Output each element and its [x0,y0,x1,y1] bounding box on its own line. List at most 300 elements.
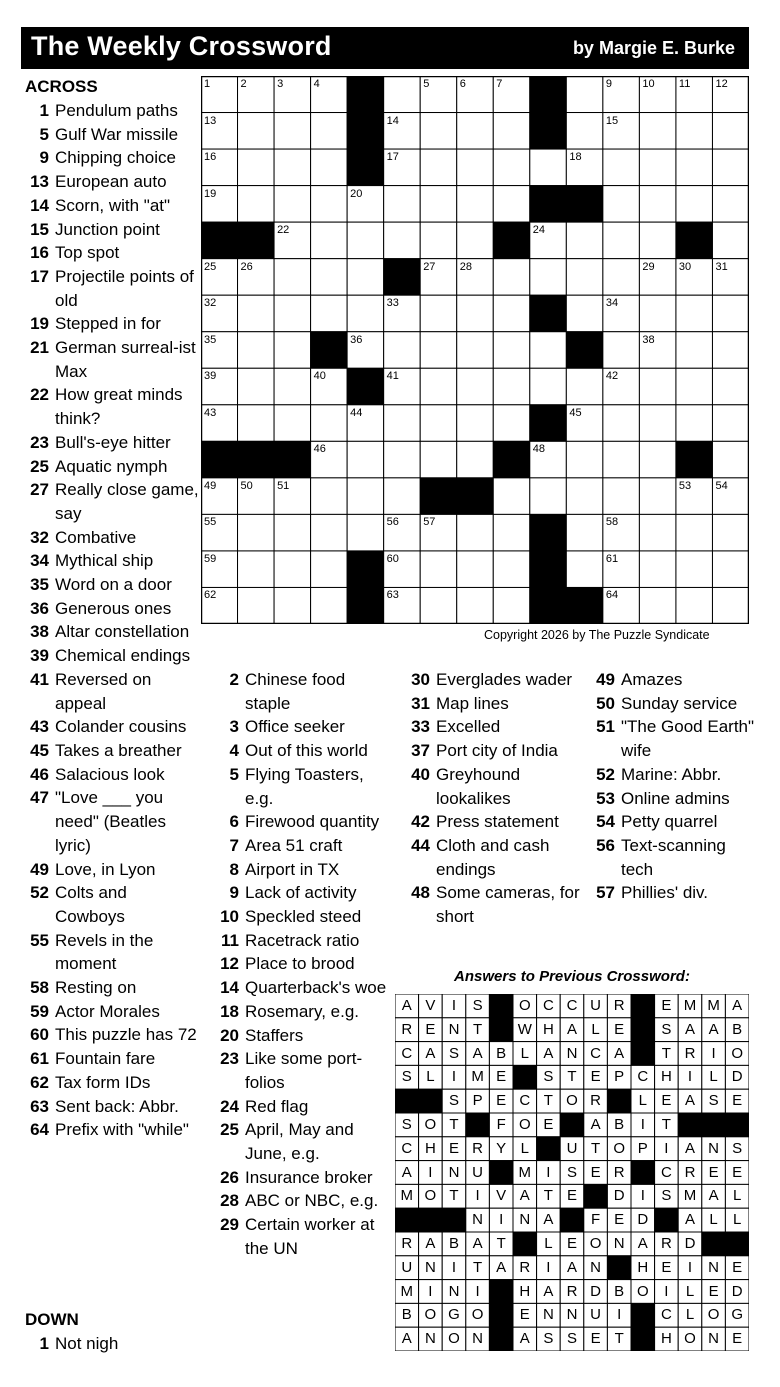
answer-letter: B [448,1235,459,1252]
across-clue-13 [21,170,199,194]
grid-cell[interactable] [420,149,457,186]
grid-cell[interactable] [712,587,749,624]
crossword-grid[interactable] [201,76,749,624]
grid-cell[interactable] [493,551,530,588]
grid-cell[interactable] [676,551,713,588]
grid-cell[interactable] [493,332,530,369]
clue-number: 41 [30,669,49,689]
answer-black-square [725,1113,749,1137]
black-square [238,222,275,259]
answer-black-square [537,1137,561,1161]
grid-cell[interactable] [566,113,603,150]
grid-number: 4 [313,78,320,90]
grid-cell[interactable] [457,222,494,259]
grid-cell[interactable] [420,405,457,442]
answer-letter: I [428,1163,433,1181]
grid-cell[interactable] [420,222,457,259]
down-clue-40 [402,763,582,810]
grid-cell[interactable] [639,295,676,332]
grid-cell[interactable] [566,368,603,405]
black-square [347,76,384,113]
clue-number: 49 [30,859,49,879]
grid-cell[interactable] [311,259,348,296]
clue-number: 46 [30,764,49,784]
grid-cell[interactable] [530,149,567,186]
grid-cell[interactable] [712,295,749,332]
answer-letter: M [400,1187,414,1205]
grid-cell[interactable] [566,514,603,551]
grid-cell[interactable] [493,113,530,150]
answer-letter: C [660,1306,672,1324]
grid-cell[interactable] [639,113,676,150]
grid-cell[interactable] [566,295,603,332]
grid-cell[interactable] [274,514,311,551]
grid-cell[interactable] [457,587,494,624]
clue-text: Lack of activity [245,883,357,903]
answer-letter: E [732,1092,743,1110]
grid-number: 28 [459,260,472,273]
grid-number: 36 [350,333,363,346]
answer-letter: E [590,1068,601,1086]
clue-text: Map lines [436,693,509,713]
grid-cell[interactable] [420,587,457,624]
grid-cell[interactable] [639,587,676,624]
grid-number: 50 [240,479,253,492]
answer-letter: C [401,1044,413,1062]
clue-number: 58 [30,978,49,998]
grid-cell[interactable] [311,587,348,624]
grid-cell[interactable] [676,149,713,186]
grid-cell[interactable] [493,405,530,442]
answer-letter: E [732,1330,743,1348]
clue-text: How great minds think? [55,385,183,429]
black-square [347,587,384,624]
answer-letter: E [614,1211,625,1229]
down-clue-8 [211,858,391,882]
grid-cell[interactable] [420,441,457,478]
answer-letter: T [473,1258,483,1276]
across-clue-41 [21,668,199,715]
clue-text: ABC or NBC, e.g. [245,1191,379,1211]
grid-number: 59 [204,552,217,565]
grid-cell[interactable] [311,405,348,442]
grid-cell[interactable] [676,405,713,442]
grid-cell[interactable] [384,222,421,259]
answer-letter: D [590,1282,602,1300]
black-square [384,259,421,296]
answer-letter: O [424,1187,437,1205]
across-clue-19 [21,312,199,336]
answer-letter: U [472,1163,484,1181]
grid-cell[interactable] [493,514,530,551]
grid-cell[interactable] [493,149,530,186]
answer-letter: M [683,1187,697,1205]
grid-cell[interactable] [347,441,384,478]
grid-number: 41 [386,370,399,383]
answer-letter: N [708,1139,720,1157]
grid-cell[interactable] [347,222,384,259]
across-clue-35 [21,573,199,597]
answer-letter: E [661,997,672,1014]
grid-cell[interactable] [274,149,311,186]
down-clue-23 [211,1047,391,1094]
grid-cell[interactable] [347,259,384,296]
answer-black-square [678,1113,702,1137]
grid-cell[interactable] [420,551,457,588]
grid-cell[interactable] [712,514,749,551]
answer-letter: R [613,997,625,1014]
answer-letter: L [520,1139,529,1157]
answer-black-square [513,1232,537,1256]
grid-cell[interactable] [238,186,275,223]
grid-cell[interactable] [311,295,348,332]
answer-letter: U [566,1139,578,1157]
clue-text: Some cameras, for short [436,883,580,927]
clue-text: Speckled steed [245,907,362,927]
black-square [530,113,567,150]
clue-number: 1 [39,1334,49,1353]
clue-text: Firewood quantity [245,812,380,832]
grid-cell[interactable] [712,149,749,186]
grid-cell[interactable] [274,295,311,332]
grid-cell[interactable] [676,368,713,405]
grid-cell[interactable] [603,259,640,296]
down-heading: DOWN [25,1310,79,1329]
answer-letter: T [614,1330,624,1348]
clue-number: 7 [229,835,239,855]
grid-cell[interactable] [676,587,713,624]
clue-text: Flying Toasters, e.g. [245,764,364,808]
grid-cell[interactable] [238,332,275,369]
grid-cell[interactable] [493,295,530,332]
clue-number: 33 [411,717,430,737]
grid-cell[interactable] [712,186,749,223]
grid-cell[interactable] [238,295,275,332]
clue-text: Chipping choice [55,148,176,168]
grid-number: 35 [204,333,217,346]
grid-cell[interactable] [530,332,567,369]
grid-number: 31 [715,260,728,273]
answer-letter: B [614,1282,625,1300]
clue-number: 43 [30,717,49,737]
header-banner [21,27,749,69]
answer-letter: E [566,1235,577,1252]
answer-letter: P [637,1139,648,1157]
down-clue-56 [587,834,757,881]
answer-black-square [489,1280,513,1304]
grid-cell[interactable] [384,405,421,442]
grid-number: 52 [459,479,472,492]
across-clue-5 [21,123,199,147]
grid-cell[interactable] [311,551,348,588]
clue-text: Word on a door [55,575,172,595]
grid-cell[interactable] [274,405,311,442]
down-clue-list-4 [587,668,757,905]
clue-text: Scorn, with "at" [55,195,171,215]
answer-letter: I [664,1139,669,1157]
clue-number: 14 [220,978,239,998]
answer-letter: I [617,1306,622,1324]
grid-cell[interactable] [384,441,421,478]
grid-cell[interactable] [420,295,457,332]
grid-number: 7 [496,78,503,90]
grid-cell[interactable] [530,368,567,405]
grid-cell[interactable] [420,368,457,405]
answer-letter: O [731,1044,744,1062]
grid-cell[interactable] [274,113,311,150]
down-clue-37 [402,739,582,763]
clue-number: 5 [39,124,49,144]
clue-number: 28 [220,1191,239,1211]
clue-text: Love, in Lyon [55,859,156,879]
grid-cell[interactable] [457,441,494,478]
answer-black-square [631,1161,655,1185]
black-square [530,186,567,223]
grid-cell[interactable] [274,186,311,223]
grid-cell[interactable] [238,113,275,150]
grid-cell[interactable] [347,295,384,332]
grid-cell[interactable] [274,332,311,369]
grid-cell[interactable] [274,551,311,588]
answer-letter: B [496,1044,507,1062]
grid-cell[interactable] [457,514,494,551]
copyright-notice: Copyright 2026 by The Puzzle Syndicate [484,628,710,642]
down-clue-list-1 [21,1332,199,1356]
grid-cell[interactable] [603,441,640,478]
answer-letter: O [424,1306,437,1324]
answer-letter: H [637,1258,649,1276]
answer-letter: S [661,1187,672,1205]
grid-cell[interactable] [712,368,749,405]
answer-letter: I [640,1116,645,1133]
clue-number: 55 [30,930,49,950]
clue-number: 23 [220,1049,239,1069]
grid-cell[interactable] [493,587,530,624]
grid-cell[interactable] [311,113,348,150]
grid-cell[interactable] [493,259,530,296]
grid-cell[interactable] [639,368,676,405]
grid-cell[interactable] [420,113,457,150]
clue-text: Sunday service [621,693,738,713]
grid-cell[interactable] [347,478,384,515]
down-clue-42 [402,810,582,834]
answer-letter: H [660,1330,672,1348]
grid-cell[interactable] [384,186,421,223]
grid-cell[interactable] [639,551,676,588]
down-clue-list-3 [402,668,582,929]
answer-letter: S [708,1092,719,1110]
grid-cell[interactable] [238,405,275,442]
answer-letter: N [448,1020,460,1038]
answer-letter: B [401,1306,412,1324]
grid-number: 46 [313,443,326,456]
grid-cell[interactable] [603,478,640,515]
grid-number: 8 [532,78,539,90]
grid-cell[interactable] [457,332,494,369]
clue-text: Out of this world [245,741,368,761]
clue-number: 32 [30,527,49,547]
grid-cell[interactable] [712,222,749,259]
grid-cell[interactable] [457,186,494,223]
grid-cell[interactable] [384,332,421,369]
grid-number: 44 [350,406,363,419]
grid-cell[interactable] [676,514,713,551]
grid-cell[interactable] [639,405,676,442]
grid-cell[interactable] [603,186,640,223]
grid-cell[interactable] [676,332,713,369]
answer-letter: A [472,1044,483,1062]
answer-letter: A [496,1258,507,1276]
grid-cell[interactable] [566,76,603,113]
grid-cell[interactable] [347,514,384,551]
clue-number: 60 [30,1025,49,1045]
clue-number: 35 [30,575,49,595]
clue-text: Tax form IDs [55,1072,151,1092]
answer-letter: S [661,1020,672,1038]
answer-letter: A [566,1258,577,1276]
grid-cell[interactable] [238,149,275,186]
clue-number: 56 [596,835,615,855]
down-clue-49 [587,668,757,692]
answer-letter: B [732,1020,743,1038]
grid-cell[interactable] [603,332,640,369]
down-clue-3 [211,715,391,739]
black-square [347,551,384,588]
grid-cell[interactable] [566,222,603,259]
grid-cell[interactable] [493,478,530,515]
grid-cell[interactable] [457,295,494,332]
grid-cell[interactable] [420,332,457,369]
grid-cell[interactable] [712,113,749,150]
across-clue-61 [21,1047,199,1071]
grid-cell[interactable] [639,514,676,551]
answer-black-square [513,1065,537,1089]
grid-cell[interactable] [566,441,603,478]
grid-cell[interactable] [603,149,640,186]
grid-cell[interactable] [493,368,530,405]
clue-number: 62 [30,1072,49,1092]
grid-cell[interactable] [566,478,603,515]
grid-cell[interactable] [274,368,311,405]
grid-cell[interactable] [676,113,713,150]
answer-letter: H [519,1282,531,1300]
answer-letter: N [708,1258,720,1276]
grid-cell[interactable] [238,551,275,588]
clue-text: This puzzle has 72 [55,1025,197,1045]
answer-black-square [395,1208,419,1232]
grid-number: 56 [386,516,399,529]
grid-cell[interactable] [639,149,676,186]
black-square [420,478,457,515]
answer-letter: S [566,1330,577,1348]
grid-cell[interactable] [457,368,494,405]
grid-cell[interactable] [566,551,603,588]
grid-cell[interactable] [639,478,676,515]
answer-letter: E [732,1163,743,1181]
grid-cell[interactable] [457,551,494,588]
across-clue-14 [21,194,199,218]
clue-text: Generous ones [55,598,172,618]
grid-cell[interactable] [493,186,530,223]
grid-cell[interactable] [384,76,421,113]
across-clue-58 [21,976,199,1000]
grid-cell[interactable] [639,222,676,259]
clue-number: 6 [229,812,239,832]
grid-cell[interactable] [311,514,348,551]
answer-letter: A [637,1235,648,1252]
grid-number: 17 [386,151,399,164]
clue-number: 25 [30,456,49,476]
grid-cell[interactable] [238,514,275,551]
grid-cell[interactable] [457,113,494,150]
answer-letter: I [451,1068,457,1086]
grid-cell[interactable] [311,478,348,515]
grid-cell[interactable] [712,441,749,478]
clue-number: 4 [229,741,239,761]
grid-cell[interactable] [311,186,348,223]
grid-cell[interactable] [238,587,275,624]
clue-number: 36 [30,598,49,618]
grid-cell[interactable] [566,259,603,296]
grid-cell[interactable] [676,186,713,223]
answer-letter: P [472,1092,483,1110]
grid-number: 14 [386,114,399,127]
grid-cell[interactable] [639,186,676,223]
answer-letter: L [544,1235,553,1252]
answer-letter: L [685,1306,695,1324]
grid-cell[interactable] [274,587,311,624]
grid-cell[interactable] [603,405,640,442]
grid-cell[interactable] [530,478,567,515]
grid-cell[interactable] [676,295,713,332]
grid-cell[interactable] [238,368,275,405]
grid-cell[interactable] [420,186,457,223]
grid-cell[interactable] [457,405,494,442]
grid-cell[interactable] [639,441,676,478]
grid-cell[interactable] [311,149,348,186]
grid-cell[interactable] [712,551,749,588]
answer-black-square [560,1113,584,1137]
black-square [274,441,311,478]
black-square [676,222,713,259]
across-clue-62 [21,1071,199,1095]
clue-text: Like some port-folios [245,1049,363,1092]
answer-black-square [584,1184,608,1208]
grid-cell[interactable] [384,478,421,515]
answer-letter: D [731,1282,743,1300]
grid-number: 62 [204,589,217,602]
answer-letter: C [660,1163,672,1181]
answer-letter: T [591,1139,601,1157]
answer-letter: E [732,1258,743,1276]
black-square [530,405,567,442]
grid-cell[interactable] [712,405,749,442]
grid-cell[interactable] [530,259,567,296]
answer-letter: E [543,1116,554,1133]
answer-letter: I [475,1282,480,1300]
grid-cell[interactable] [457,149,494,186]
grid-cell[interactable] [274,259,311,296]
answer-letter: A [684,1092,695,1110]
grid-cell[interactable] [311,222,348,259]
grid-cell[interactable] [712,332,749,369]
across-clue-38 [21,620,199,644]
grid-cell[interactable] [603,222,640,259]
answer-letter: E [566,1187,577,1205]
answer-letter: M [400,1282,414,1300]
across-clue-15 [21,218,199,242]
down-clue-14 [211,976,391,1000]
